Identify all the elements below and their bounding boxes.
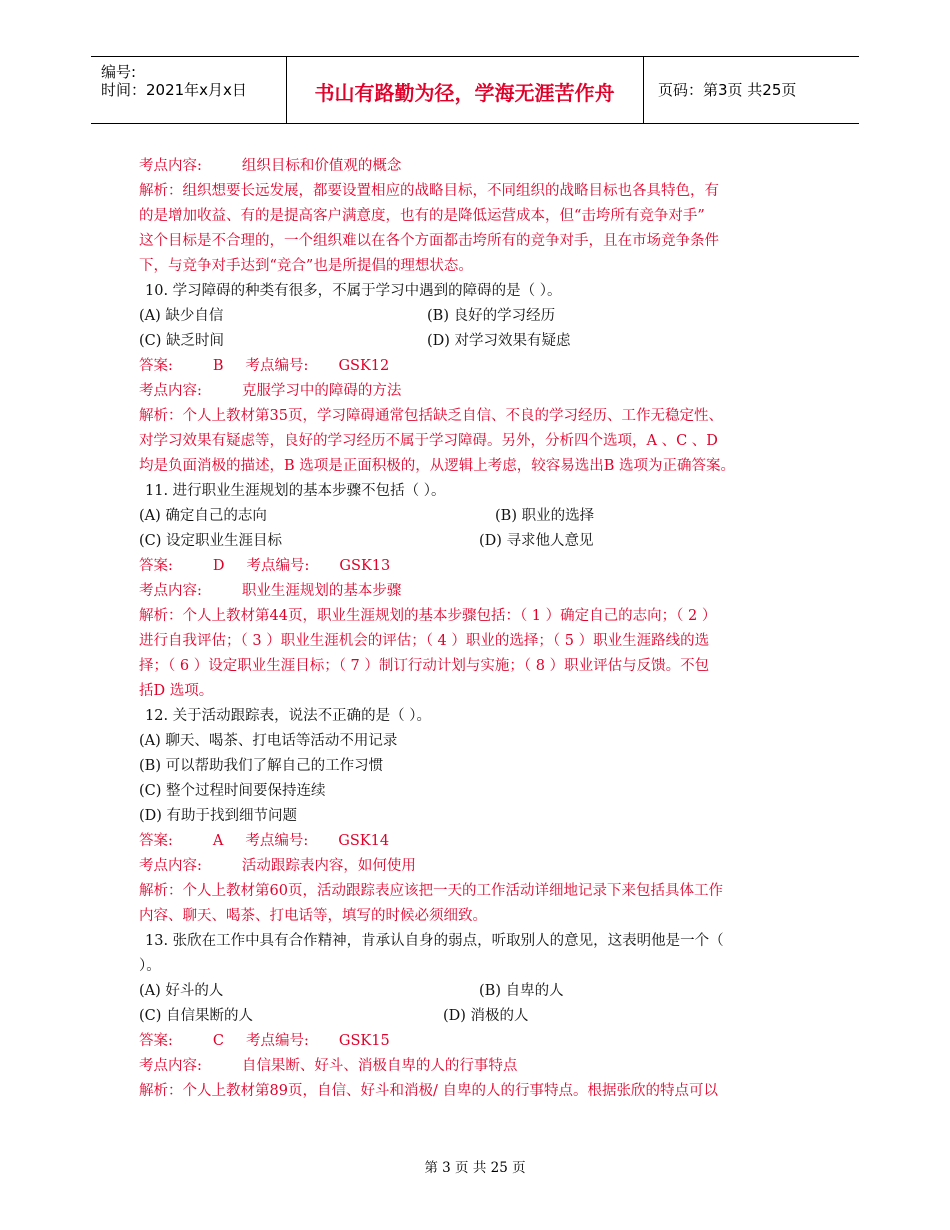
q10-point-line xyxy=(139,379,819,404)
q11-option-d: (D) 寻求他人意见 xyxy=(479,533,594,549)
answer-value: B xyxy=(212,358,224,374)
q11-option-a: (A) 确定自己的志向 xyxy=(139,508,267,524)
document-date: 时间：2021年x月x日 xyxy=(101,81,247,99)
q11-options-row xyxy=(139,504,819,529)
point-label: 考点内容: xyxy=(139,383,202,399)
q10-option-b: (B) 良好的学习经历 xyxy=(427,308,556,324)
point-label: 考点内容: xyxy=(139,1058,202,1074)
point-label: 考点内容: xyxy=(139,858,202,874)
q10-options-row xyxy=(139,304,819,329)
q13-point-line xyxy=(139,1054,819,1079)
point-label: 考点内容: xyxy=(139,583,202,599)
q12-option-b: (B) 可以帮助我们了解自己的工作习惯 xyxy=(139,758,384,774)
header-page-cell xyxy=(643,57,859,123)
point-text: 自信果断、好斗、消极自卑的人的行事特点 xyxy=(241,1058,518,1074)
q11-answer-line xyxy=(139,554,819,579)
q10-question: 10. 学习障碍的种类有很多，不属于学习中遇到的障碍的是（ ）。 xyxy=(145,283,562,299)
q12-option-c: (C) 整个过程时间要保持连续 xyxy=(139,783,326,799)
code-value: GSK12 xyxy=(338,358,390,374)
code-label: 考点编号: xyxy=(246,558,310,574)
code-value: GSK14 xyxy=(338,833,390,849)
q10-analysis-line: 解析：个人上教材第35页，学习障碍通常包括缺乏自信、不良的学习经历、工作无稳定性、 xyxy=(139,408,723,424)
q13-analysis-line: 解析：个人上教材第89页，自信、好斗和消极/ 自卑的人的行事特点。根据张欣的特点可以 xyxy=(139,1083,718,1099)
q13-question: 13. 张欣在工作中具有合作精神，肯承认自身的弱点，听取别人的意见，这表明他是一个（ xyxy=(145,933,724,949)
q13-option-c: (C) 自信果断的人 xyxy=(139,1008,254,1024)
header-motto-cell xyxy=(286,57,644,123)
q11-analysis-line: 择；（ 6 ）设定职业生涯目标；（ 7 ）制订行动计划与实施；（ 8 ）职业评估与反馈。不包 xyxy=(139,658,710,674)
page-header xyxy=(91,56,859,124)
q10-option-d: (D) 对学习效果有疑虑 xyxy=(427,333,571,349)
q11-analysis-line: 解析：个人上教材第44页，职业生涯规划的基本步骤包括：（ 1 ）确定自己的志向；（ 2 ） xyxy=(139,608,717,624)
q13-options-row xyxy=(139,979,819,1004)
header-page-number: 页码：第3页 共25页 xyxy=(658,81,797,99)
q12-option-a: (A) 聊天、喝茶、打电话等活动不用记录 xyxy=(139,733,398,749)
q11-option-b: (B) 职业的选择 xyxy=(495,508,595,524)
q11-option-c: (C) 设定职业生涯目标 xyxy=(139,533,283,549)
header-motto: 书山有路勤为径，学海无涯苦作舟 xyxy=(314,81,615,105)
point-label: 考点内容: xyxy=(139,158,202,174)
q13-answer-line xyxy=(139,1029,819,1054)
answer-value: C xyxy=(212,1033,224,1049)
q9-analysis-line: 的是增加收益、有的是提高客户满意度，也有的是降低运营成本，但“击垮所有竞争对手” xyxy=(139,208,705,224)
q9-analysis-line: 下，与竞争对手达到“竞合”也是所提倡的理想状态。 xyxy=(139,258,473,274)
q12-answer-line xyxy=(139,829,819,854)
code-label: 考点编号: xyxy=(245,358,309,374)
q13-option-b: (B) 自卑的人 xyxy=(479,983,564,999)
q12-question: 12. 关于活动跟踪表，说法不正确的是（ ）。 xyxy=(145,708,432,724)
q10-option-a: (A) 缺少自信 xyxy=(139,308,224,324)
answer-label: 答案: xyxy=(139,358,173,374)
code-value: GSK15 xyxy=(338,1033,390,1049)
header-meta-cell xyxy=(91,57,287,123)
q10-options-row xyxy=(139,329,819,354)
q12-point-line xyxy=(139,854,819,879)
answer-value: A xyxy=(212,833,224,849)
q10-analysis-line: 对学习效果有疑虑等，良好的学习经历不属于学习障碍。另外，分析四个选项，A 、C 、D xyxy=(139,433,718,449)
point-text: 活动跟踪表内容，如何使用 xyxy=(241,858,416,874)
q11-question: 11. 进行职业生涯规划的基本步骤不包括（ ）。 xyxy=(145,483,446,499)
q9-analysis-line: 解析：组织想要长远发展，都要设置相应的战略目标，不同组织的战略目标也各具特色，有 xyxy=(139,183,719,199)
code-value: GSK13 xyxy=(339,558,391,574)
document-body xyxy=(139,154,819,1104)
answer-label: 答案: xyxy=(139,833,173,849)
q11-point-line xyxy=(139,579,819,604)
q12-analysis-line: 内容、聊天、喝茶、打电话等，填写的时候必须细致。 xyxy=(139,908,487,924)
q11-options-row xyxy=(139,529,819,554)
code-label: 考点编号: xyxy=(246,1033,309,1049)
q13-option-a: (A) 好斗的人 xyxy=(139,983,224,999)
q9-point-line xyxy=(139,154,819,179)
q11-analysis-line: 括D 选项。 xyxy=(139,683,214,699)
code-label: 考点编号: xyxy=(245,833,309,849)
q10-answer-line xyxy=(139,354,819,379)
q13-options-row xyxy=(139,1004,819,1029)
q10-analysis-line: 均是负面消极的描述，B 选项是正面积极的，从逻辑上考虑，较容易选出B 选项为正确答案。 xyxy=(139,458,736,474)
q13-option-d: (D) 消极的人 xyxy=(443,1008,529,1024)
point-text: 职业生涯规划的基本步骤 xyxy=(241,583,402,599)
q13-question-continued: ）。 xyxy=(139,958,161,974)
answer-value: D xyxy=(212,558,225,574)
q11-analysis-line: 进行自我评估；（ 3 ）职业生涯机会的评估；（ 4 ）职业的选择；（ 5 ）职业生涯路线的选 xyxy=(139,633,710,649)
q10-option-c: (C) 缺乏时间 xyxy=(139,333,225,349)
q12-analysis-line: 解析：个人上教材第60页，活动跟踪表应该把一天的工作活动详细地记录下来包括具体工作 xyxy=(139,883,723,899)
answer-label: 答案: xyxy=(139,558,173,574)
point-text: 组织目标和价值观的概念 xyxy=(241,158,402,174)
q9-analysis-line: 这个目标是不合理的，一个组织难以在各个方面都击垮所有的竞争对手，且在市场竞争条件 xyxy=(139,233,719,249)
point-text: 克服学习中的障碍的方法 xyxy=(241,383,402,399)
page-footer: 第 3 页 共 25 页 xyxy=(424,1160,526,1176)
q12-option-d: (D) 有助于找到细节问题 xyxy=(139,808,298,824)
answer-label: 答案: xyxy=(139,1033,173,1049)
document-number-label: 编号: xyxy=(101,63,137,81)
